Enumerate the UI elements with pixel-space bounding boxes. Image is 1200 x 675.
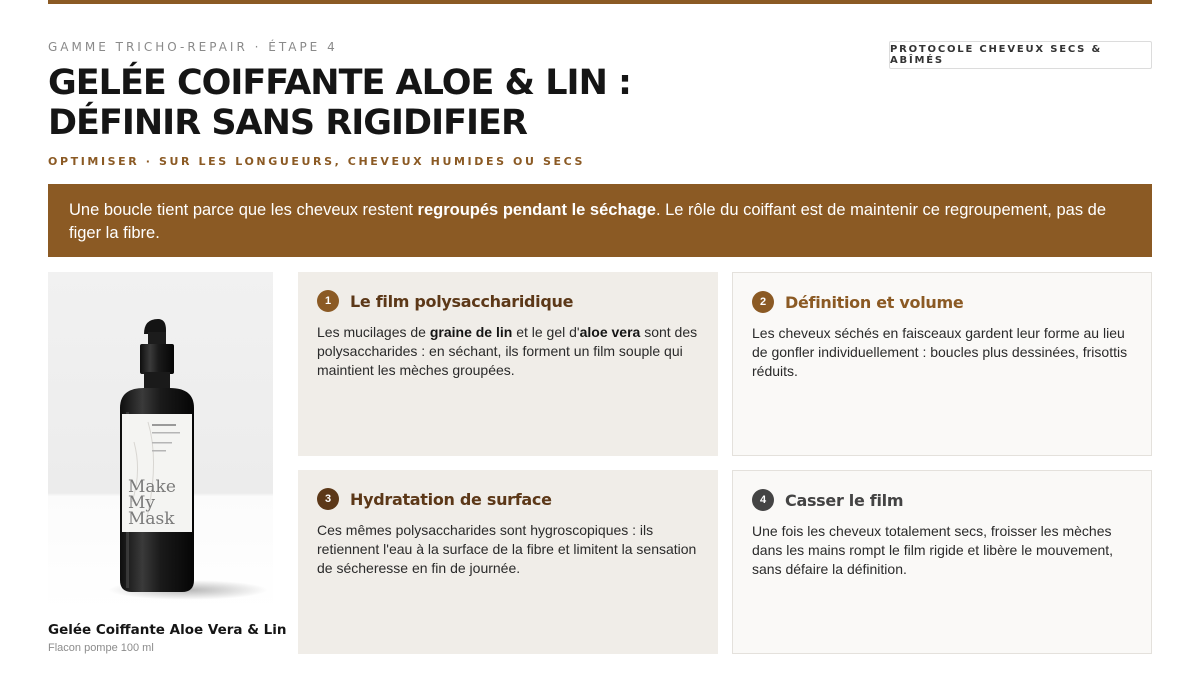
body-text: Les cheveux séchés en faisceaux gardent leur forme au lieu de gonfler individuellement : boucles plus dessinées, frisottis réduits. xyxy=(752,325,1128,379)
card-polysaccharide-film xyxy=(298,272,718,456)
card-definition-volume xyxy=(732,272,1152,456)
product-size: Flacon pompe 100 ml xyxy=(48,642,154,654)
usage-subtitle: OPTIMISER · SUR LES LONGUEURS, CHEVEUX HUMIDES OU SECS xyxy=(48,155,585,168)
page-title xyxy=(48,63,748,143)
card-header xyxy=(317,489,698,509)
card-title: Casser le film xyxy=(785,490,904,510)
step-number-badge: 4 xyxy=(752,489,774,511)
protocol-tag: PROTOCOLE CHEVEUX SECS & ABÎMÉS xyxy=(889,41,1152,69)
step-number-badge: 3 xyxy=(317,488,339,510)
card-body xyxy=(317,521,698,578)
body-text: Ces mêmes polysaccharides sont hygroscopiques : ils retiennent l'eau à la surface de la fibre et limitent la sensation de sécheresse en fin de journée. xyxy=(317,522,697,576)
card-title: Définition et volume xyxy=(785,292,964,312)
card-break-the-film xyxy=(732,470,1152,654)
card-body xyxy=(752,522,1131,579)
pump-bottle-image xyxy=(48,272,273,612)
banner-text-start: Une boucle tient parce que les cheveux restent xyxy=(69,201,418,219)
product-name: Gelée Coiffante Aloe Vera & Lin xyxy=(48,622,287,638)
card-surface-hydration xyxy=(298,470,718,654)
step-number-badge: 2 xyxy=(752,291,774,313)
card-header xyxy=(317,291,698,311)
product-photo xyxy=(48,272,273,612)
page-title-line-1: GELÉE COIFFANTE ALOE & LIN : xyxy=(48,63,632,103)
svg-text:Mask: Mask xyxy=(128,509,175,529)
top-accent-rule xyxy=(48,0,1152,4)
card-title: Le film polysaccharidique xyxy=(350,291,574,311)
range-step-eyebrow: GAMME TRICHO-REPAIR · ÉTAPE 4 xyxy=(48,40,338,54)
banner-text-emphasis: regroupés pendant le séchage xyxy=(417,201,656,219)
card-header xyxy=(752,490,1131,510)
body-text: Les mucilages de xyxy=(317,324,430,340)
step-number-badge: 1 xyxy=(317,290,339,312)
card-title: Hydratation de surface xyxy=(350,489,552,509)
key-insight-banner xyxy=(48,184,1152,257)
svg-text:My: My xyxy=(128,493,156,513)
svg-text:Make: Make xyxy=(128,477,176,497)
card-body xyxy=(752,324,1131,381)
card-header xyxy=(752,292,1131,312)
body-text: sont des polysaccharides : en séchant, ils forment un film souple qui maintient les mèches groupées. xyxy=(317,324,698,378)
banner-text-end: . Le rôle du coiffant est de maintenir ce regroupement, pas de figer la fibre. xyxy=(69,201,1107,242)
card-body xyxy=(317,323,698,380)
emphasis-term: graine de lin xyxy=(429,324,513,340)
body-text: Une fois les cheveux totalement secs, froisser les mèches dans les mains rompt le film rigide et libère le mouvement, sans défaire la définition. xyxy=(752,523,1114,577)
body-text: et le gel d' xyxy=(512,324,580,340)
page-title-line-2: DÉFINIR SANS RIGIDIFIER xyxy=(48,103,527,143)
emphasis-term: aloe vera xyxy=(579,324,641,340)
